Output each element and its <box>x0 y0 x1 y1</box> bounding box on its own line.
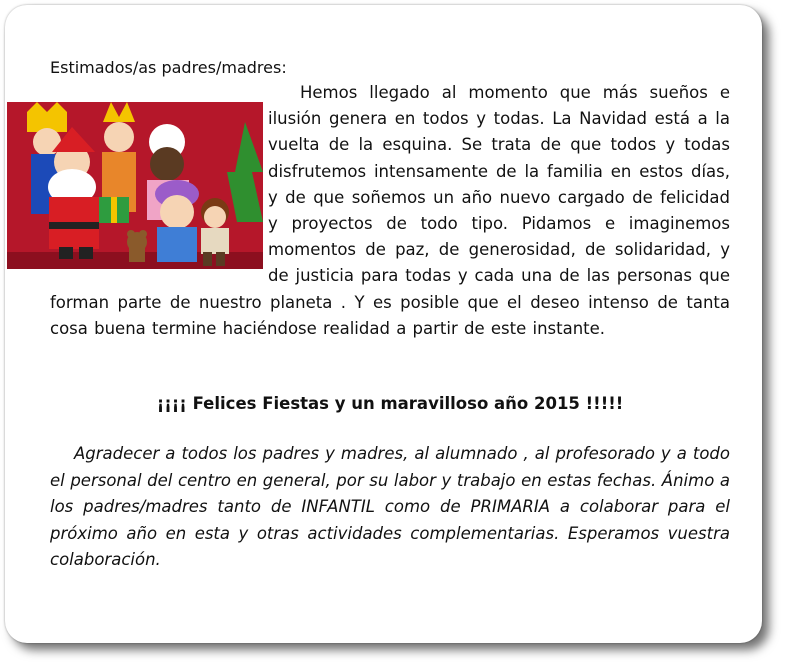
holiday-greeting: ¡¡¡¡ Felices Fiestas y un maravilloso año 2015 !!!!! <box>156 394 624 413</box>
letter-intro: Hemos llegado al momento que más sueños e ilusión genera en todos y todas. La Navidad está a la vuelta de la esquina. Se trata de que todos y todas disfrutemos intensamente de la familia en estos días, y de que soñemos un año nuevo cargado de felicidad y proyectos de todo tipo. Pidamos e imaginemos momentos de paz, de generosidad, de solidaridad, y de justicia para todas y cada una de las personas que forman parte de nuestro planeta . Y es posible que el deseo intenso de tanta cosa buena termine haciéndose realidad a partir de este instante. <box>50 83 730 338</box>
salutation: Estimados/as padres/madres: <box>50 58 287 77</box>
illustration-spacer <box>50 80 268 266</box>
closing-paragraph <box>50 441 730 574</box>
closing-text: Agradecer a todos los padres y madres, al alumnado , al profesorado y a todo el personal del centro en general, por su labor y trabajo en estas fechas. Ánimo a los padres/madres tanto de INFANTIL como de PRIMARIA a colaborar para el próximo año en esta y otras actividades complementarias. Esperamos vuestra colaboración. <box>50 444 730 569</box>
letter-body <box>50 80 730 342</box>
